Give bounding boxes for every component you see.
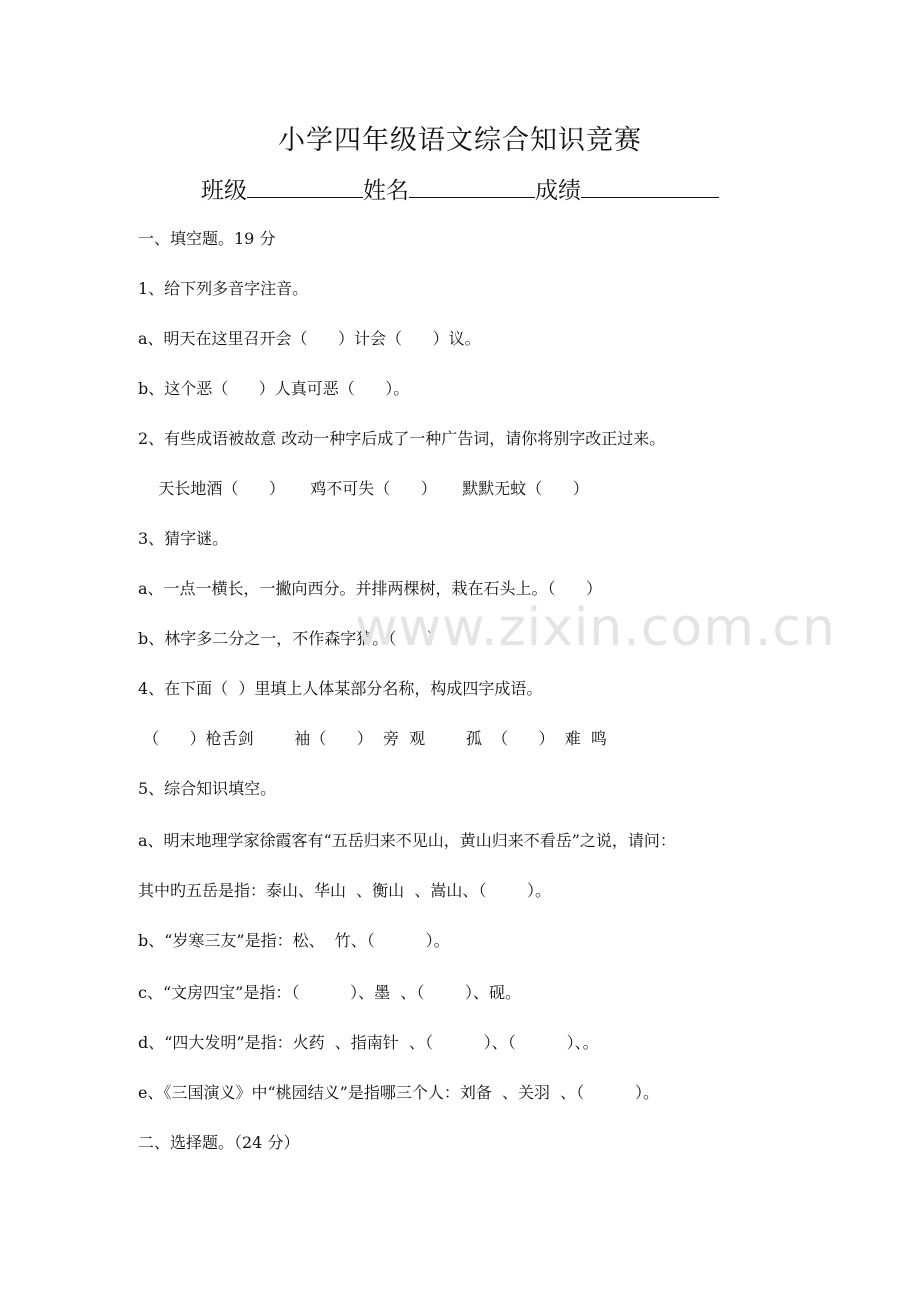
question-1b: b、这个恶（ ）人真可恶（ ）。: [138, 379, 410, 398]
question-5c: c、“文房四宝”是指：（ ）、墨 、（ ）、砚。: [138, 983, 522, 1002]
class-blank[interactable]: [247, 175, 363, 198]
section-1-heading: 一、填空题。19 分: [138, 229, 276, 248]
question-5d: d、“四大发明”是指：火药 、指南针 、（ ）、（ ）、。: [138, 1033, 599, 1052]
watermark: www.zixin.com.cn: [355, 598, 836, 658]
name-blank[interactable]: [409, 175, 535, 198]
section-2-heading: 二、选择题。（24 分）: [138, 1133, 300, 1152]
question-3: 3、猜字谜。: [138, 529, 229, 548]
score-blank[interactable]: [581, 175, 719, 198]
page-title: 小学四年级语文综合知识竞赛: [278, 125, 642, 156]
question-5e: e、《三国演义》中“桃园结义”是指哪三个人：刘备 、关羽 、（ ）。: [138, 1083, 660, 1102]
question-2: 2、有些成语被故意 改动一种字后成了一种广告词，请你将别字改正过来。: [138, 429, 666, 448]
question-5a-cont: 其中旳五岳是指：泰山、华山 、衡山 、嵩山、（ ）。: [138, 881, 552, 900]
question-4: 4、在下面（ ）里填上人体某部分名称，构成四字成语。: [138, 679, 543, 698]
question-3a: a、一点一横长，一撇向西分。并排两棵树，栽在石头上。（ ）: [138, 579, 603, 598]
name-label: 姓名: [363, 178, 409, 204]
question-2-items: 天长地酒（ ） 鸡不可失（ ） 默默无蚊（ ）: [138, 479, 589, 498]
class-label: 班级: [201, 178, 247, 204]
question-5a: a、明末地理学家徐霞客有“五岳归来不见山，黄山归来不看岳”之说，请问：: [138, 831, 676, 850]
question-5b: b、“岁寒三友”是指：松、 竹、（ ）。: [138, 931, 450, 950]
student-info-row: [0, 172, 920, 205]
question-1: 1、给下列多音字注音。: [138, 279, 309, 298]
question-4-items: （ ）枪舌剑 袖（ ） 旁 观 孤 （ ） 难 鸣: [138, 729, 607, 748]
question-1a: a、明天在这里召开会（ ）计会（ ）议。: [138, 329, 481, 348]
question-3b: b、林字多二分之一，不作森字猜。（ ）: [138, 629, 443, 648]
score-label: 成绩: [535, 178, 581, 204]
question-5: 5、综合知识填空。: [138, 779, 277, 798]
